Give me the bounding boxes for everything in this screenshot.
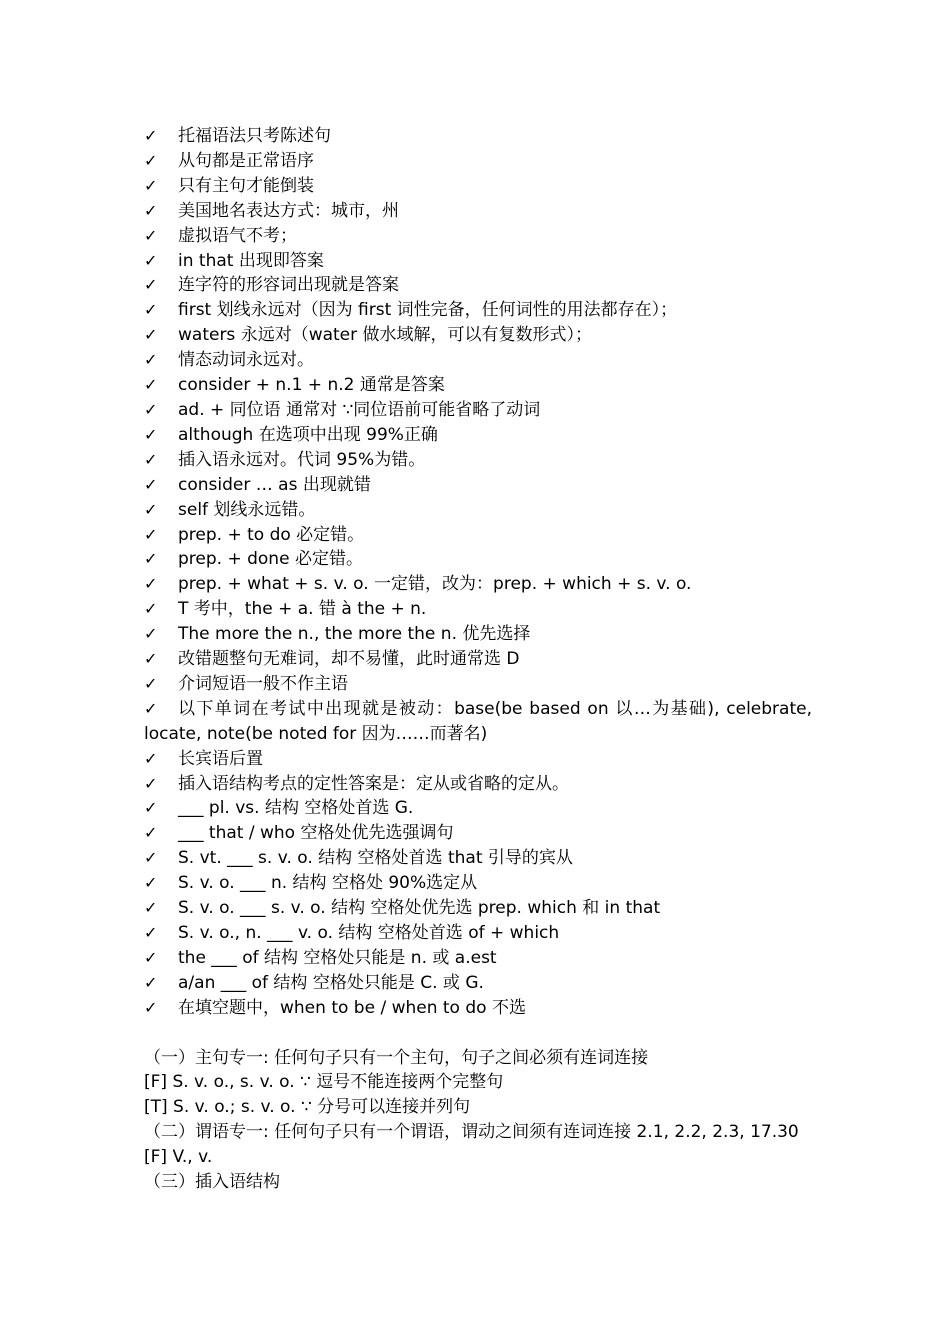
checklist-item-text: a/an ___ of 结构 空格处只能是 C. 或 G.: [178, 972, 484, 993]
checklist-item-text: 插入语永远对。代词 95%为错。: [178, 449, 426, 470]
checklist-item: [144, 273, 812, 298]
checkmark-icon: ✓: [144, 250, 158, 270]
checklist-item-text: 在填空题中，when to be / when to do 不选: [178, 997, 526, 1018]
checkmark-icon: ✓: [144, 698, 158, 718]
checklist-item-text: consider + n.1 + n.2 通常是答案: [178, 375, 445, 396]
checklist-item-text: self 划线永远错。: [178, 499, 316, 520]
checklist-item: [144, 747, 812, 772]
example-false-verbs: [F] V., v.: [144, 1147, 213, 1168]
checkmark-icon: ✓: [144, 773, 158, 793]
checklist-item: [144, 149, 812, 174]
checklist-item: [144, 199, 812, 224]
checklist-item-text: prep. + done 必定错。: [178, 549, 363, 570]
checklist-item: [144, 224, 812, 249]
checklist-item: [144, 896, 812, 921]
checklist-item-text: ___ that / who 空格处优先选强调句: [178, 823, 454, 844]
checklist-item-text: first 划线永远对（因为 first 词性完备，任何词性的用法都存在）；: [178, 300, 678, 321]
checklist-item: [144, 448, 812, 473]
checklist-item: [144, 547, 812, 572]
checklist-item-text: prep. + what + s. v. o. 一定错，改为：prep. + which + s. v. o.: [178, 574, 692, 595]
checklist-item: [144, 498, 812, 523]
section-heading-main-clause: （一）主句专一: 任何句子只有一个主句，句子之间必须有连词连接: [144, 1047, 649, 1068]
checkmark-icon: ✓: [144, 350, 158, 370]
checklist-item: [144, 174, 812, 199]
checkmark-icon: ✓: [144, 873, 158, 893]
checkmark-icon: ✓: [144, 126, 158, 145]
checklist-item: [144, 871, 812, 896]
checklist-item-text: S. v. o. ___ n. 结构 空格处 90%选定从: [178, 873, 478, 894]
checklist-item: [144, 323, 812, 348]
checkmark-icon: ✓: [144, 449, 158, 469]
checklist-item-text: 只有主句才能倒装: [178, 175, 314, 196]
checklist-item: [144, 473, 812, 498]
checklist-item-text: S. v. o., n. ___ v. o. 结构 空格处首选 of + which: [178, 923, 560, 943]
checkmark-icon: ✓: [144, 474, 158, 494]
checklist-item: [144, 946, 812, 971]
checklist-item: [144, 622, 812, 647]
checkmark-icon: ✓: [144, 798, 158, 818]
checklist-item-text: 从句都是正常语序: [178, 150, 314, 171]
checkmark-icon: ✓: [144, 524, 158, 544]
checkmark-icon: ✓: [144, 225, 158, 245]
checkmark-icon: ✓: [144, 300, 158, 320]
checklist-item-text: 连字符的形容词出现就是答案: [178, 275, 399, 296]
checkmark-icon: ✓: [144, 649, 158, 669]
checklist-item-text: S. vt. ___ s. v. o. 结构 空格处首选 that 引导的宾从: [178, 848, 573, 869]
checklist-item-text: the ___ of 结构 空格处只能是 n. 或 a.est: [178, 947, 497, 968]
section-heading-parenthesis: （三）插入语结构: [144, 1172, 280, 1193]
checklist-item: [144, 796, 812, 821]
checklist-item: [144, 971, 812, 996]
example-true-semicolon: [T] S. v. o.; s. v. o. ∵ 分号可以连接并列句: [144, 1097, 471, 1118]
checkmark-icon: ✓: [144, 673, 158, 693]
checklist-item: [144, 572, 812, 597]
checkmark-icon: ✓: [144, 549, 158, 569]
checklist-item-text: S. v. o. ___ s. v. o. 结构 空格处优先选 prep. which 和 in that: [178, 898, 661, 919]
checklist-item: [144, 846, 812, 871]
section-heading-predicate: （二）谓语专一: 任何句子只有一个谓语，谓动之间须有连词连接 2.1, 2.2, 2.3, 17.30: [144, 1122, 799, 1143]
checklist-item-text: The more the n., the more the n. 优先选择: [178, 624, 531, 645]
checkmark-icon: ✓: [144, 599, 158, 619]
checkmark-icon: ✓: [144, 375, 158, 395]
checkmark-icon: ✓: [144, 399, 158, 419]
checklist-item: [144, 772, 812, 797]
checklist-item-text: 以下单词在考试中出现就是被动：base(be based on 以…为基础), celebrate, locate, note(be noted for 因为……而著名): [144, 698, 812, 744]
checklist-item-text: 虚拟语气不考；: [178, 225, 297, 246]
checkmark-icon: ✓: [144, 624, 158, 644]
checkmark-icon: ✓: [144, 150, 158, 170]
checklist-item: [144, 423, 812, 448]
checkmark-icon: ✓: [144, 823, 158, 843]
checkmark-icon: ✓: [144, 972, 158, 992]
checkmark-icon: ✓: [144, 947, 158, 967]
checklist-item: [144, 523, 812, 548]
blank-line: [144, 1021, 812, 1046]
checklist-item-text: ad. + 同位语 通常对 ∵同位语前可能省略了动词: [178, 399, 541, 420]
checkmark-icon: ✓: [144, 275, 158, 295]
checklist-item-text: 情态动词永远对。: [178, 350, 314, 371]
checklist-item: [144, 597, 812, 622]
checklist-item: [144, 647, 812, 672]
checklist-item: [144, 921, 812, 946]
checkmark-icon: ✓: [144, 923, 158, 942]
checklist-item: [144, 373, 812, 398]
checklist-item: [144, 249, 812, 274]
checkmark-icon: ✓: [144, 848, 158, 868]
checklist-item-text: prep. + to do 必定错。: [178, 524, 365, 545]
checklist-item: [144, 697, 812, 747]
checklist-item-text: 托福语法只考陈述句: [178, 126, 331, 146]
checkmark-icon: ✓: [144, 574, 158, 594]
checkmark-icon: ✓: [144, 200, 158, 220]
checkmark-icon: ✓: [144, 997, 158, 1017]
checkmark-icon: ✓: [144, 175, 158, 195]
checklist-item-text: 美国地名表达方式：城市，州: [178, 200, 399, 221]
checklist-item-text: 长宾语后置: [178, 748, 263, 769]
checklist-item: [144, 348, 812, 373]
example-false-comma: [F] S. v. o., s. v. o. ∵ 逗号不能连接两个完整句: [144, 1072, 504, 1093]
checkmark-icon: ✓: [144, 499, 158, 519]
checklist-item: [144, 124, 812, 149]
checklist-item-text: ___ pl. vs. 结构 空格处首选 G.: [178, 798, 414, 819]
checklist-item: [144, 398, 812, 423]
checkmark-icon: ✓: [144, 325, 158, 345]
checkmark-icon: ✓: [144, 748, 158, 768]
checklist-item: [144, 821, 812, 846]
checklist-item-text: waters 永远对（water 做水域解，可以有复数形式）；: [178, 325, 593, 346]
rule-checklist: [144, 124, 812, 1021]
checklist-item-text: 插入语结构考点的定性答案是：定从或省略的定从。: [178, 773, 569, 794]
checkmark-icon: ✓: [144, 898, 158, 918]
checklist-item-text: in that 出现即答案: [178, 250, 324, 271]
checklist-item-text: although 在选项中出现 99%正确: [178, 424, 438, 445]
document-body: [144, 124, 812, 1195]
checklist-item: [144, 298, 812, 323]
checklist-item-text: 介词短语一般不作主语: [178, 673, 348, 694]
checklist-item-text: T 考中，the + a. 错 à the + n.: [178, 599, 427, 620]
checklist-item: [144, 996, 812, 1021]
checklist-item: [144, 672, 812, 697]
checklist-item-text: 改错题整句无难词，却不易懂，此时通常选 D: [178, 649, 520, 670]
section-block: [144, 1046, 812, 1195]
checklist-item-text: consider … as 出现就错: [178, 474, 371, 495]
checkmark-icon: ✓: [144, 424, 158, 444]
